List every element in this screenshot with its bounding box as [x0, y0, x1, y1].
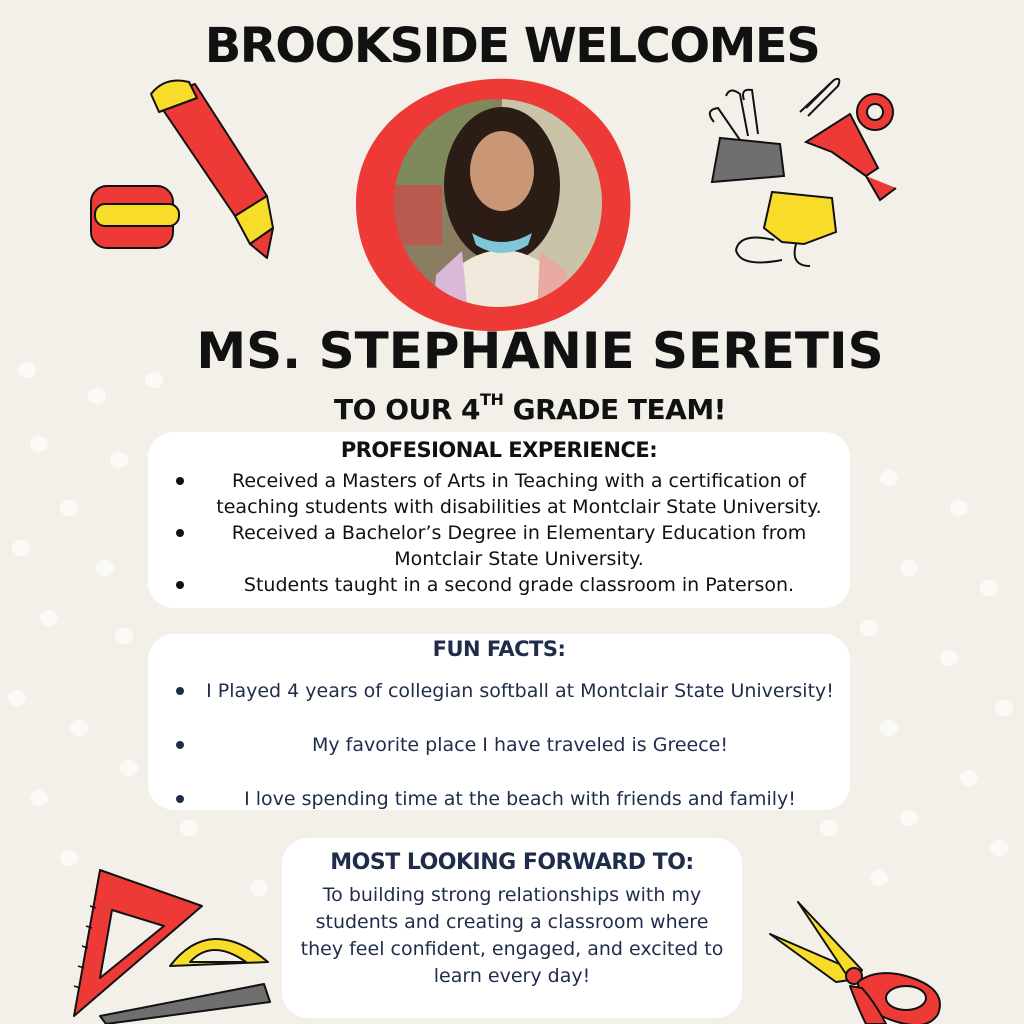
experience-heading: PROFESIONAL EXPERIENCE:: [340, 438, 658, 462]
experience-list: [170, 468, 840, 598]
teacher-name: MS. STEPHANIE SERETIS: [196, 322, 884, 380]
team-line: TO OUR 4TH GRADE TEAM!: [334, 390, 726, 426]
looking-forward-text: To building strong relationships with my students and creating a classroom where they feel confident, engaged, and excited to learn every day!: [300, 884, 724, 987]
experience-card: [148, 432, 850, 608]
list-item: My favorite place I have traveled is Greece!: [168, 732, 844, 786]
bullet-icon: [176, 581, 184, 589]
teacher-photo-frame: [352, 75, 632, 333]
geometry-tools-icon: [60, 866, 280, 1024]
scissors-icon: [766, 898, 956, 1024]
list-item: Received a Bachelor’s Degree in Elementary Education from Montclair State University.: [170, 520, 840, 572]
bullet-icon: [176, 477, 184, 485]
looking-forward-heading: MOST LOOKING FORWARD TO:: [330, 850, 694, 875]
list-item: Received a Masters of Arts in Teaching with a certification of teaching students with disabilities at Montclair State University.: [170, 468, 840, 520]
binder-clips-icon: [700, 72, 920, 277]
looking-forward-card: [282, 838, 742, 1018]
fun-facts-list: [168, 678, 844, 840]
list-item: Students taught in a second grade classroom in Paterson.: [170, 572, 840, 598]
bullet-icon: [176, 687, 184, 695]
fun-facts-heading: FUN FACTS:: [432, 637, 566, 661]
poster-title: BROOKSIDE WELCOMES: [204, 18, 820, 74]
bullet-icon: [176, 741, 184, 749]
bullet-icon: [176, 795, 184, 803]
bullet-icon: [176, 529, 184, 537]
list-item: I love spending time at the beach with friends and family!: [168, 786, 844, 840]
list-item: I Played 4 years of collegian softball at Montclair State University!: [168, 678, 844, 732]
fun-facts-card: [148, 634, 850, 810]
highlighter-icon: [85, 76, 285, 266]
